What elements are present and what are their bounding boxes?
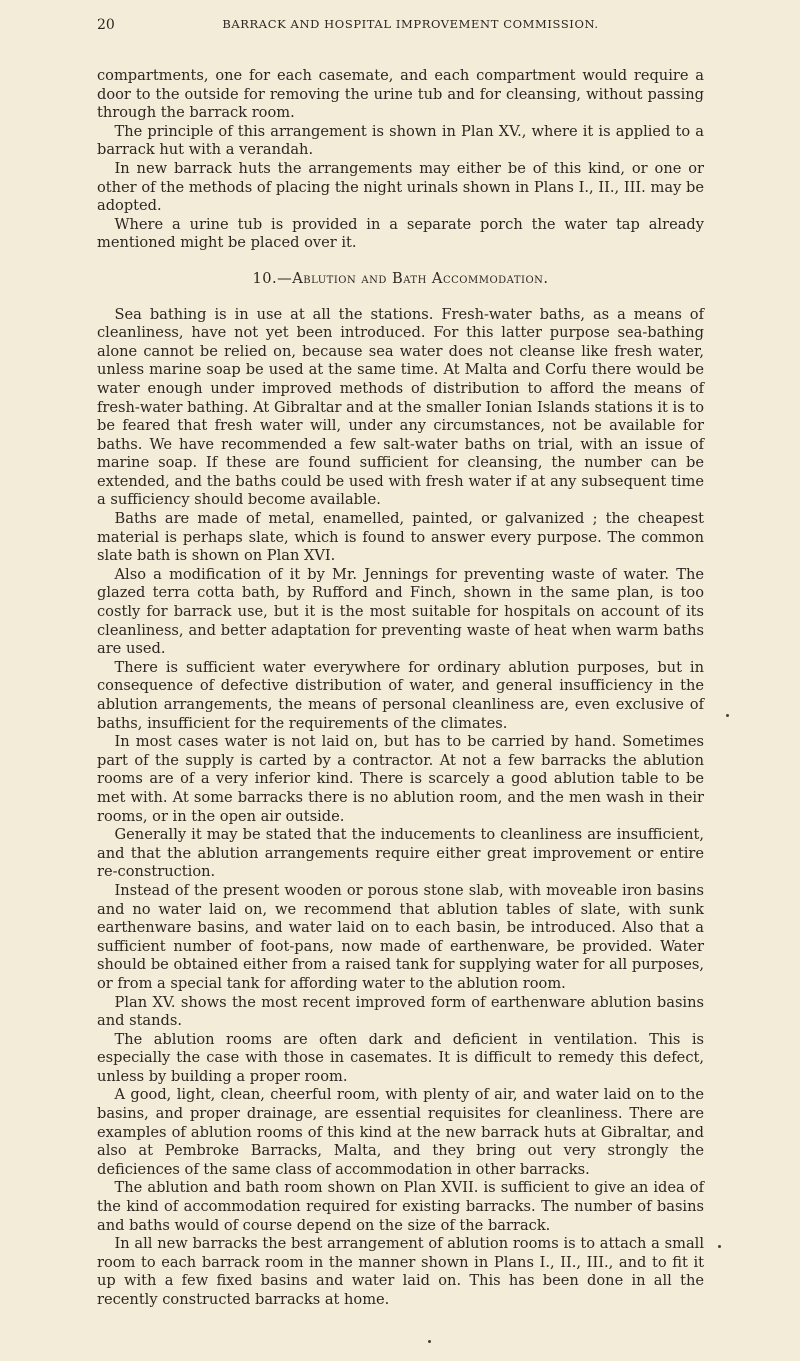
paragraph: Where a urine tub is provided in a separate porch the water tap already mentioned might be placed over it.	[97, 215, 704, 252]
paragraph: In all new barracks the best arrangement of ablution rooms is to attach a small room to each barrack room in the manner shown in Plans I., II., III., and to fit it up with a few fixed basins and water laid on. This has been done in all the recently constructed barracks at home.	[97, 1235, 704, 1308]
running-head	[97, 17, 704, 43]
section-heading: 10.—Ablution and Bath Accommodation.	[252, 269, 549, 287]
paragraph: Generally it may be stated that the inducements to cleanliness are insufficient, and that the ablution arrangements require either great improvement or entire re-construction.	[97, 826, 704, 881]
body-text	[97, 67, 704, 1310]
paragraph: In new barrack huts the arrangements may either be of this kind, or one or other of the methods of placing the night urinals shown in Plans I., II., III. may be adopted.	[97, 159, 704, 215]
paragraph: The ablution and bath room shown on Plan XVII. is sufficient to give an idea of the kind of accommodation required for existing barracks. The number of basins and baths would of course depend on the size of the barrack.	[97, 1179, 704, 1234]
paragraph: The principle of this arrangement is shown in Plan XV., where it is applied to a barrack hut with a verandah.	[97, 122, 704, 159]
paragraph: Also a modification of it by Mr. Jennings for preventing waste of water. The glazed terra cotta bath, by Rufford and Finch, shown in the same plan, is too costly for barrack use, but it is the most suitable for hospitals on account of its cleanliness, and better adaptation for preventing waste of heat when warm baths are used.	[97, 565, 704, 658]
paragraph: Sea bathing is in use at all the stations. Fresh-water baths, as a means of cleanliness, have not yet been introduced. For this latter purpose sea-bathing alone cannot be relied on, because sea water does not cleanse like fresh water, unless marine soap be used at the same time. At Malta and Corfu there would be water enough under improved methods of distribution to afford the means of fresh-water bathing. At Gibraltar and at the smaller Ionian Islands stations it is to be feared that fresh water will, under any circumstances, not be available for baths. We have recommended a few salt-water baths on trial, with an issue of marine soap. If these are found sufficient for cleansing, the number can be extended, and the baths could be used with fresh water if at any subsequent time a sufficiency should become available.	[97, 305, 704, 509]
paragraph: compartments, one for each casemate, and each compartment would require a door to the outside for removing the urine tub and for cleansing, without passing through the barrack room.	[97, 67, 704, 122]
paragraph: There is sufficient water everywhere for ordinary ablution purposes, but in consequence of defective distribution of water, and general insufficiency in the ablution arrangements, the means of personal cleanliness are, even exclusive of baths, insufficient for the requirements of the climates.	[97, 658, 704, 732]
paragraph: Instead of the present wooden or porous stone slab, with moveable iron basins and no water laid on, we recommend that ablution tables of slate, with sunk earthenware basins, and water laid on to each basin, be introduced. Also that a sufficient number of foot-pans, now made of earthenware, be provided. Water should be obtained either from a raised tank for supplying water for all purposes, or from a special tank for affording water to the ablution room.	[97, 881, 704, 992]
document-page	[0, 17, 800, 1361]
paragraph: Plan XV. shows the most recent improved form of earthenware ablution basins and stands.	[97, 993, 704, 1030]
paragraph: In most cases water is not laid on, but has to be carried by hand. Sometimes part of the supply is carted by a contractor. At not a few barracks the ablution rooms are of a very inferior kind. There is scarcely a good ablution table to be met with. At some barracks there is no ablution room, and the men wash in their rooms, or in the open air outside.	[97, 733, 704, 825]
paragraph: The ablution rooms are often dark and deficient in ventilation. This is especially the case with those in casemates. It is difficult to remedy this defect, unless by building a proper room.	[97, 1030, 704, 1085]
print-speck	[726, 714, 729, 717]
paragraph: A good, light, clean, cheerful room, with plenty of air, and water laid on to the basins, and proper drainage, are essential requisites for cleanliness. There are examples of ablution rooms of this kind at the new barrack huts at Gibraltar, and also at Pembroke Barracks, Malta, and they bring out very strongly the deficiences of the same class of accommodation in other barracks.	[97, 1086, 704, 1178]
print-speck	[718, 1245, 721, 1248]
paragraph: Baths are made of metal, enamelled, painted, or galvanized ; the cheapest material is perhaps slate, which is found to answer every purpose. The common slate bath is shown on Plan XVI.	[97, 510, 704, 565]
page-number: 20	[97, 17, 115, 33]
running-title: BARRACK AND HOSPITAL IMPROVEMENT COMMISSION.	[222, 17, 599, 31]
print-speck	[428, 1340, 431, 1343]
